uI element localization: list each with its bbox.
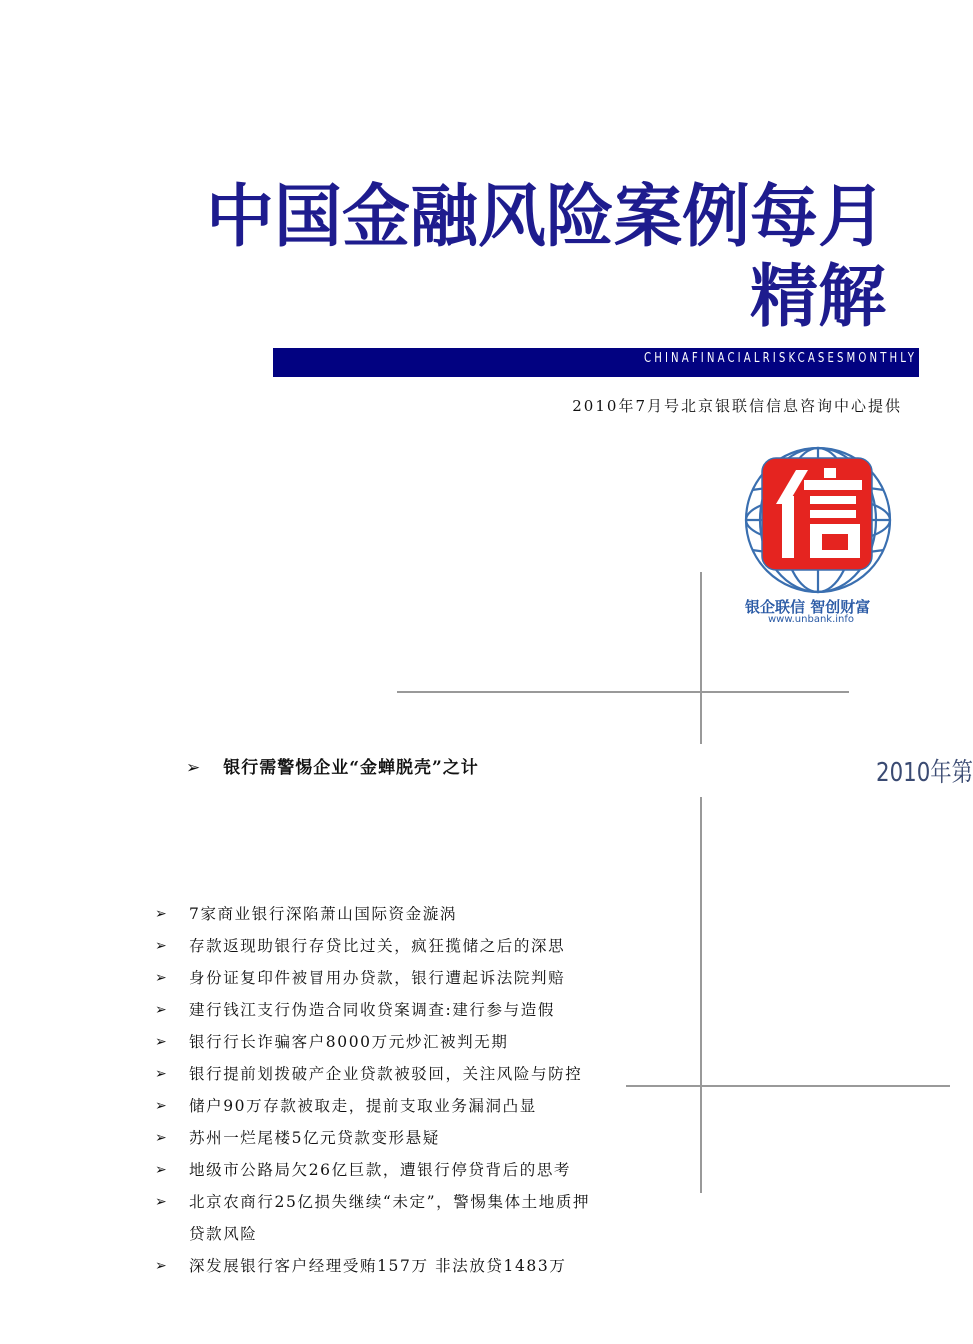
list-item[interactable]	[155, 1122, 605, 1154]
list-item[interactable]	[155, 1186, 605, 1250]
arrow-bullet-icon: ➢	[155, 906, 169, 922]
year-watermark: 2010年第	[876, 758, 973, 788]
divider-vertical-top	[700, 572, 702, 744]
arrow-bullet-icon: ➢	[155, 1098, 169, 1114]
list-item[interactable]	[155, 1154, 605, 1186]
arrow-bullet-icon: ➢	[155, 1066, 169, 1082]
article-title: 存款返现助银行存贷比过关，疯狂揽储之后的深思	[189, 937, 566, 955]
list-item[interactable]	[155, 962, 605, 994]
arrow-bullet-icon: ➢	[155, 970, 169, 986]
article-title: 银行行长诈骗客户8000万元炒汇被判无期	[189, 1033, 509, 1051]
arrow-bullet-icon: ➢	[155, 1258, 169, 1274]
arrow-bullet-icon: ➢	[186, 758, 202, 778]
list-item[interactable]	[155, 994, 605, 1026]
article-title: 银行提前划拨破产企业贷款被驳回，关注风险与防控	[189, 1065, 583, 1083]
divider-horizontal-bottom	[626, 1085, 950, 1087]
subtitle-band	[273, 348, 919, 377]
article-title: 苏州一烂尾楼5亿元贷款变形悬疑	[189, 1129, 440, 1147]
article-title: 建行钱江支行伪造合同收贷案调查:建行参与造假	[189, 1001, 555, 1019]
list-item[interactable]	[155, 930, 605, 962]
subtitle-english: CHINAFINACIALRISKCASESMONTHLY	[643, 351, 917, 366]
list-item[interactable]	[155, 1090, 605, 1122]
arrow-bullet-icon: ➢	[155, 1034, 169, 1050]
list-item[interactable]	[155, 898, 605, 930]
featured-article[interactable]	[186, 753, 479, 778]
arrow-bullet-icon: ➢	[155, 1194, 169, 1210]
featured-article-title: 银行需警惕企业“金蝉脱壳”之计	[223, 758, 479, 778]
article-title: 深发展银行客户经理受贿157万 非法放贷1483万	[189, 1257, 567, 1275]
page-title: 中国金融风险案例每月精解	[205, 178, 886, 337]
divider-vertical-bottom	[700, 797, 702, 1193]
article-title: 储户90万存款被取走，提前支取业务漏洞凸显	[189, 1097, 537, 1115]
article-list	[155, 898, 605, 1282]
globe-logo-icon	[738, 440, 906, 600]
list-item[interactable]	[155, 1026, 605, 1058]
divider-horizontal-top	[397, 691, 849, 693]
logo-slogan: 银企联信 智创财富	[745, 598, 871, 616]
arrow-bullet-icon: ➢	[155, 1130, 169, 1146]
arrow-bullet-icon: ➢	[155, 1162, 169, 1178]
list-item[interactable]	[155, 1058, 605, 1090]
arrow-bullet-icon: ➢	[155, 1002, 169, 1018]
article-title: 地级市公路局欠26亿巨款，遭银行停贷背后的思考	[189, 1161, 572, 1179]
article-title: 7家商业银行深陷萧山国际资金漩涡	[189, 905, 457, 923]
issue-line: 2010年7月号北京银联信信息咨询中心提供	[572, 397, 902, 415]
article-title: 北京农商行25亿损失继续“未定”，警惕集体土地质押贷款风险	[189, 1193, 591, 1243]
list-item[interactable]	[155, 1250, 605, 1282]
article-title: 身份证复印件被冒用办贷款，银行遭起诉法院判赔	[189, 969, 566, 987]
arrow-bullet-icon: ➢	[155, 938, 169, 954]
logo-url: www.unbank.info	[768, 614, 855, 625]
